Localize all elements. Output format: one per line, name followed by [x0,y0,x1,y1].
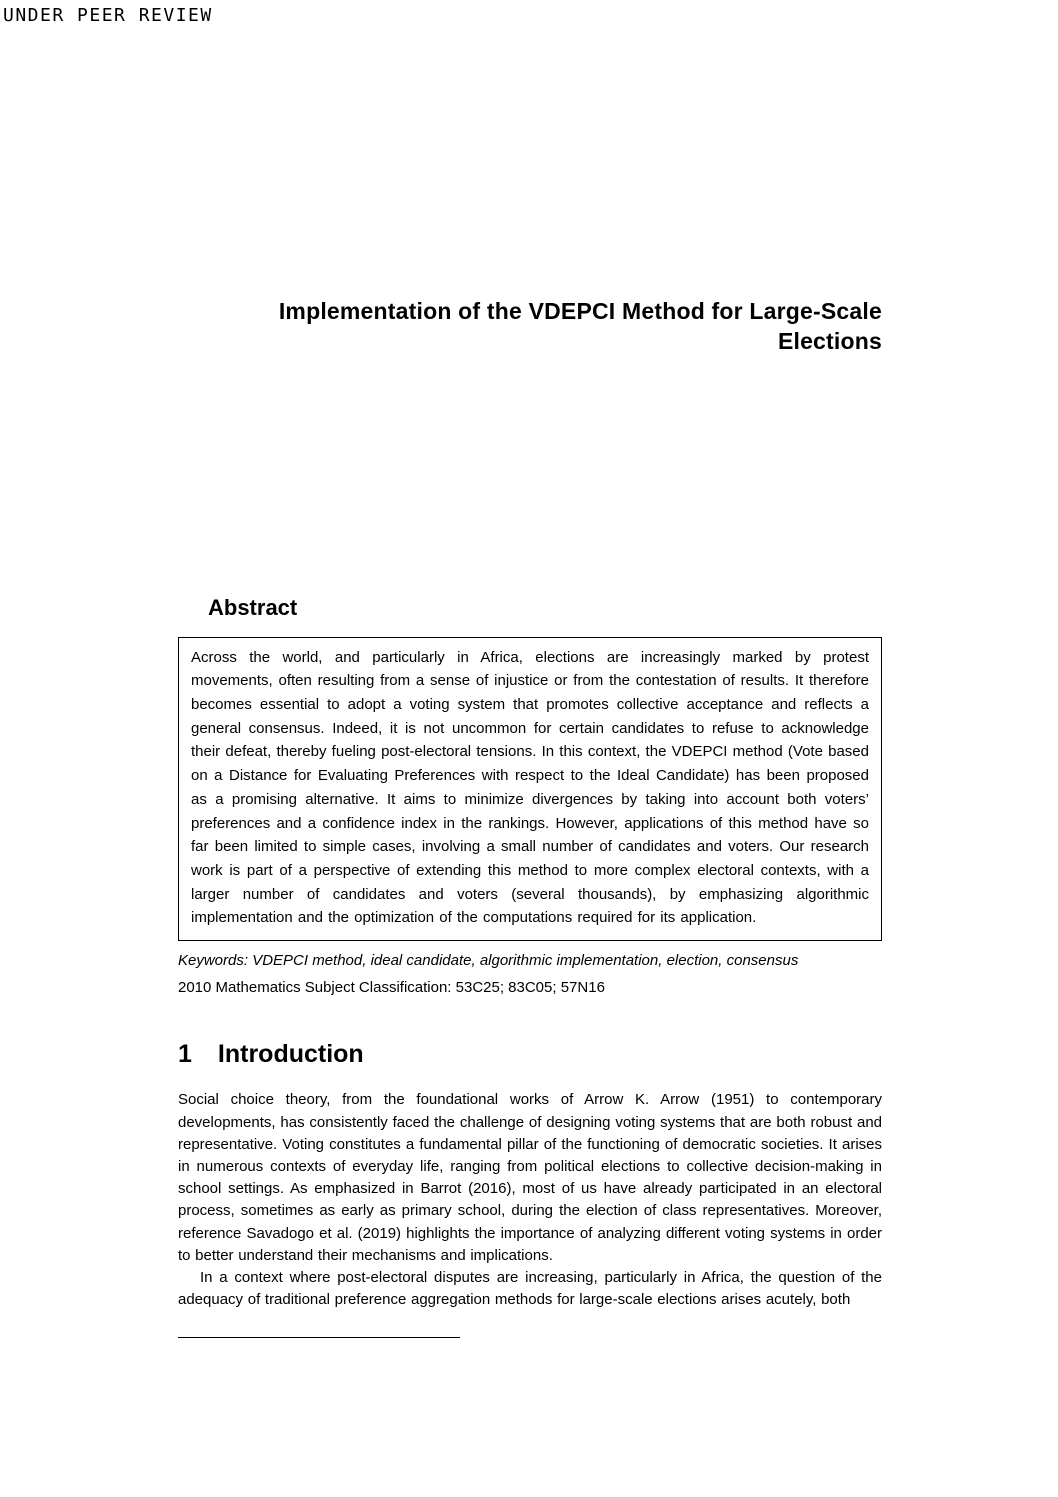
section-title: Introduction [217,1040,364,1069]
section-number: 1 [178,1040,192,1069]
peer-review-banner: UNDER PEER REVIEW [3,5,213,26]
section-heading-introduction [178,1040,882,1069]
page-content [178,0,882,1338]
keywords-line: Keywords: VDEPCI method, ideal candidate, algorithmic implementation, election, consensus [178,951,799,969]
abstract-box [178,637,882,941]
introduction-paragraph-1: Social choice theory, from the foundational works of Arrow K. Arrow (1951) to contemporary developments, has consistently faced the challenge of designing voting systems that are both robust and representative. Voting constitutes a fundamental pillar of the functioning of democratic societies. It arises in numerous contexts of everyday life, ranging from political elections to collective decision-making in school settings. As emphasized in Barrot (2016), most of us have already participated in an electoral process, sometimes as early as primary school, during the election of class representatives. Moreover, reference Savadogo et al. (2019) highlights the importance of analyzing different voting systems in order to better understand their mechanisms and implications. [178,1091,882,1264]
abstract-text: Across the world, and particularly in Africa, elections are increasingly marked by protest movements, often resulting from a sense of injustice or from the contestation of results. It therefore becomes essential to adopt a voting system that promotes collective acceptance and reflects a general consensus. Indeed, it is not uncommon for certain candidates to refuse to acknowledge their defeat, thereby fueling post-electoral tensions. In this context, the VDEPCI method (Vote based on a Distance for Evaluating Preferences with respect to the Ideal Candidate) has been proposed as a promising alternative. It aims to minimize divergences by taking into account both voters’ preferences and a confidence index in the rankings. However, applications of this method have so far been limited to simple cases, involving a small number of candidates and voters. Our research work is part of a perspective of extending this method to more complex electoral contexts, with a larger number of candidates and voters (several thousands), by emphasizing algorithmic implementation and the optimization of the computations required for its application. [191,648,869,927]
paper-title: Implementation of the VDEPCI Method for Large-Scale Elections [278,298,882,355]
classification-line: 2010 Mathematics Subject Classification: 53C25; 83C05; 57N16 [178,978,605,996]
footnote-rule [178,1337,460,1338]
introduction-paragraph-2: In a context where post-electoral disputes are increasing, particularly in Africa, the question of the adequacy of traditional preference aggregation methods for large-scale elections arises acutely, both [178,1268,882,1309]
abstract-heading: Abstract [208,594,298,620]
